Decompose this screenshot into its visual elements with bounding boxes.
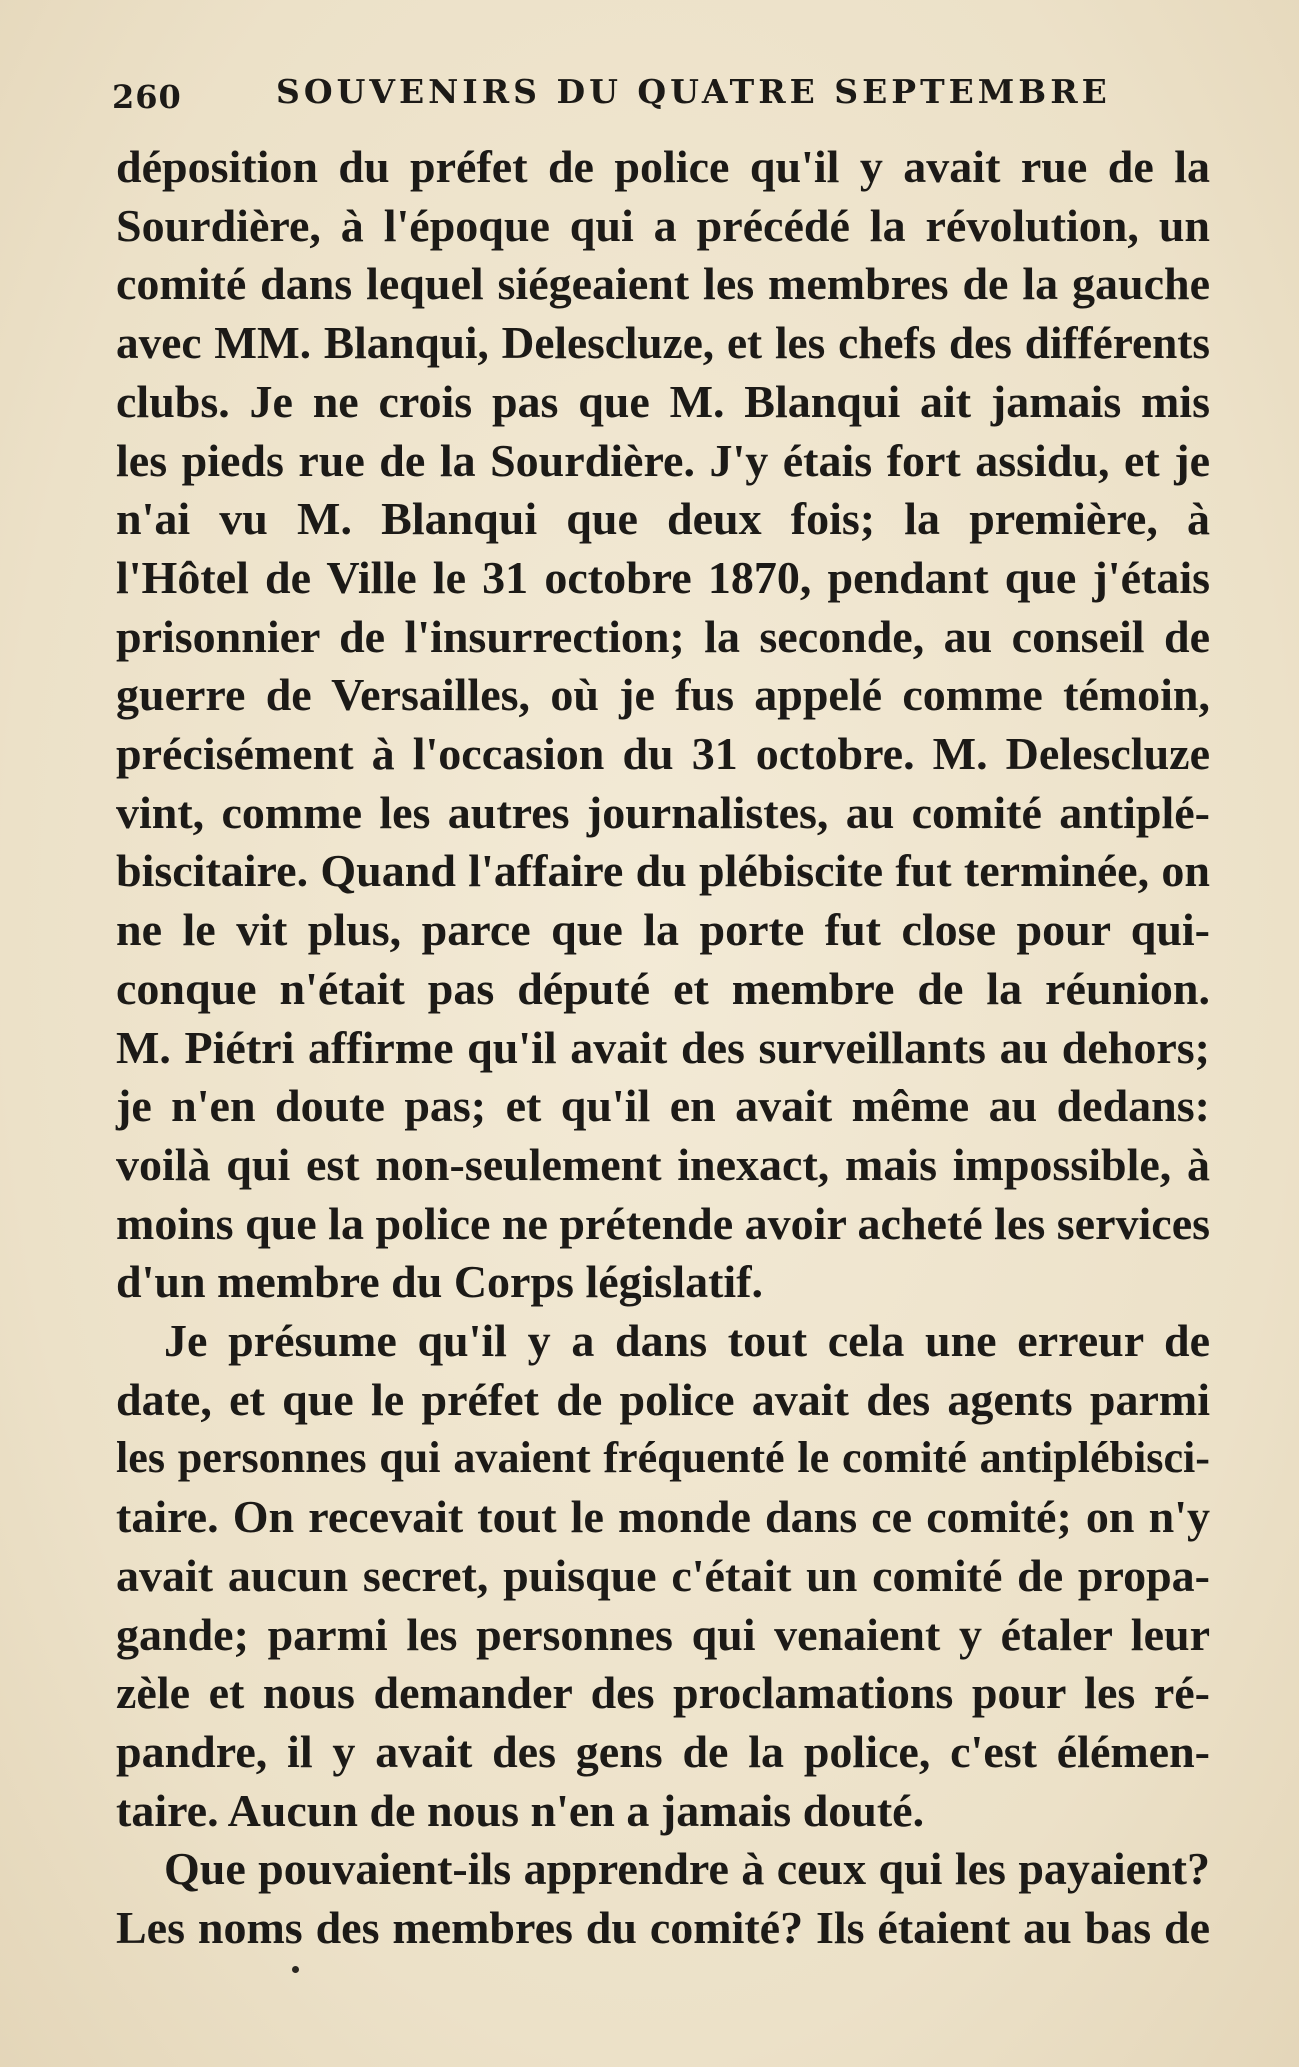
paragraph [116,1840,1210,1957]
text-line: Je présume qu'il y a dans tout cela une erreur de [164,1315,1210,1367]
text-line: l'Hôtel de Ville le 31 octobre 1870, pendant que j'étais [116,551,1210,603]
text-line: n'ai vu M. Blanqui que deux fois; la première, à [116,493,1210,545]
text-line: avait aucun secret, puisque c'était un comité de propa- [116,1549,1210,1601]
text-line: biscitaire. Quand l'affaire du plébiscite fut terminée, on [116,845,1210,897]
text-line: d'un membre du Corps législatif. [116,1256,764,1308]
text-line: voilà qui est non-seulement inexact, mais impossible, à [116,1138,1210,1190]
text-line: pandre, il y avait des gens de la police, c'est élémen- [116,1725,1210,1777]
text-line: comité dans lequel siégeaient les membres de la gauche [116,258,1210,310]
text-line: clubs. Je ne crois pas que M. Blanqui ait jamais mis [116,375,1210,427]
running-title: SOUVENIRS DU QUATRE SEPTEMBRE [276,72,1111,111]
text-line: prisonnier de l'insurrection; la seconde, au conseil de [116,610,1210,662]
text-line: Sourdière, à l'époque qui a précédé la révolution, un [116,199,1210,251]
text-line: moins que la police ne prétende avoir acheté les services [116,1197,1211,1249]
body-text [116,138,1210,1958]
text-line: Les noms des membres du comité? Ils étaient au bas de [116,1902,1210,1954]
text-line: les personnes qui avaient fréquenté le comité antiplébisci- [116,1433,1210,1483]
paragraph [116,1312,1210,1840]
ink-speck [292,1966,299,1973]
text-line: Que pouvaient-ils apprendre à ceux qui les payaient? [164,1843,1210,1895]
text-line: date, et que le préfet de police avait des agents parmi [116,1373,1210,1425]
page-header [112,66,1212,122]
text-line: ne le vit plus, parce que la porte fut close pour qui- [116,904,1210,956]
page-number: 260 [112,78,182,116]
paragraph [116,138,1210,1312]
text-line: conque n'était pas député et membre de la réunion. [116,962,1210,1014]
text-line: taire. Aucun de nous n'en a jamais douté. [116,1784,925,1836]
text-line: taire. On recevait tout le monde dans ce comité; on n'y [116,1491,1210,1543]
text-line: précisément à l'occasion du 31 octobre. M. Delescluze [116,728,1210,780]
text-line: guerre de Versailles, où je fus appelé comme témoin, [116,669,1210,721]
text-line: vint, comme les autres journalistes, au comité antiplé- [116,786,1210,838]
text-line: gande; parmi les personnes qui venaient y étaler leur [116,1608,1210,1660]
text-line: déposition du préfet de police qu'il y avait rue de la [116,141,1210,192]
text-line: M. Piétri affirme qu'il avait des surveillants au dehors; [116,1021,1210,1073]
text-line: je n'en doute pas; et qu'il en avait même au dedans: [116,1080,1210,1132]
text-line: zèle et nous demander des proclamations pour les ré- [116,1667,1210,1719]
text-line: avec MM. Blanqui, Delescluze, et les chefs des différents [116,318,1210,369]
text-line: les pieds rue de la Sourdière. J'y étais fort assidu, et je [116,434,1210,486]
